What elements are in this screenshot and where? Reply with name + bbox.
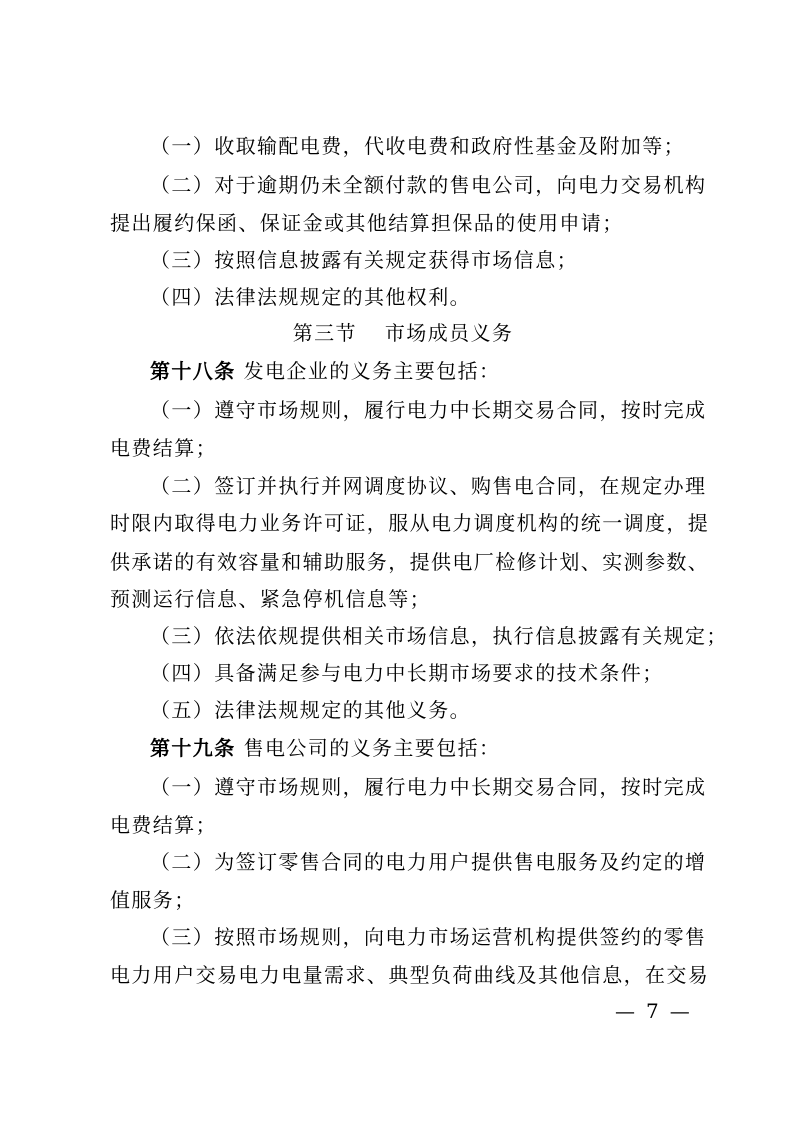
paragraph-line: 电费结算； [110,436,217,460]
list-item: （三）按照市场规则，向电力市场运营机构提供签约的零售 [150,925,707,949]
article-number: 第十九条 [150,736,236,760]
section-number: 第三节 [292,321,357,345]
paragraph-line: 时限内取得电力业务许可证，服从电力调度机构的统一调度，提 [110,511,710,535]
list-item: （一）遵守市场规则，履行电力中长期交易合同，按时完成 [150,398,707,422]
paragraph-line: 提出履约保函、保证金或其他结算担保品的使用申请； [110,211,624,235]
list-item: （一）遵守市场规则，履行电力中长期交易合同，按时完成 [150,775,707,799]
paragraph-line: 值服务； [110,888,196,912]
section-title: 市场成员义务 [384,321,514,345]
page-number-dash: — [615,999,635,1023]
article-number: 第十八条 [150,359,236,383]
page-number-dash: — [669,999,690,1023]
section-heading [0,316,794,350]
list-item: （二）为签订零售合同的电力用户提供售电服务及约定的增 [150,850,707,874]
list-item: （三）按照信息披露有关规定获得市场信息； [150,248,578,272]
article-text: 发电企业的义务主要包括： [243,359,501,383]
list-item: （五）法律法规规定的其他义务。 [150,698,471,722]
paragraph-line: 电费结算； [110,813,217,837]
article-heading [0,354,794,388]
list-item: （一）收取输配电费，代收电费和政府性基金及附加等； [150,134,685,158]
page-number [612,996,693,1026]
list-item: （二）签订并执行并网调度协议、购售电合同，在规定办理 [150,474,707,498]
article-text: 售电公司的义务主要包括： [243,736,501,760]
paragraph-line: 电力用户交易电力电量需求、典型负荷曲线及其他信息，在交易 [110,963,710,987]
paragraph-line: 供承诺的有效容量和辅助服务，提供电厂检修计划、实测参数、 [110,550,710,574]
list-item: （二）对于逾期仍未全额付款的售电公司，向电力交易机构 [150,173,707,197]
list-item: （三）依法依规提供相关市场信息，执行信息披露有关规定； [150,624,728,648]
paragraph-line: 预测运行信息、紧急停机信息等； [110,587,431,611]
list-item: （四）具备满足参与电力中长期市场要求的技术条件； [150,661,664,685]
article-heading [0,731,794,765]
page-number-value: 7 [646,999,659,1023]
list-item: （四）法律法规规定的其他权利。 [150,285,471,309]
